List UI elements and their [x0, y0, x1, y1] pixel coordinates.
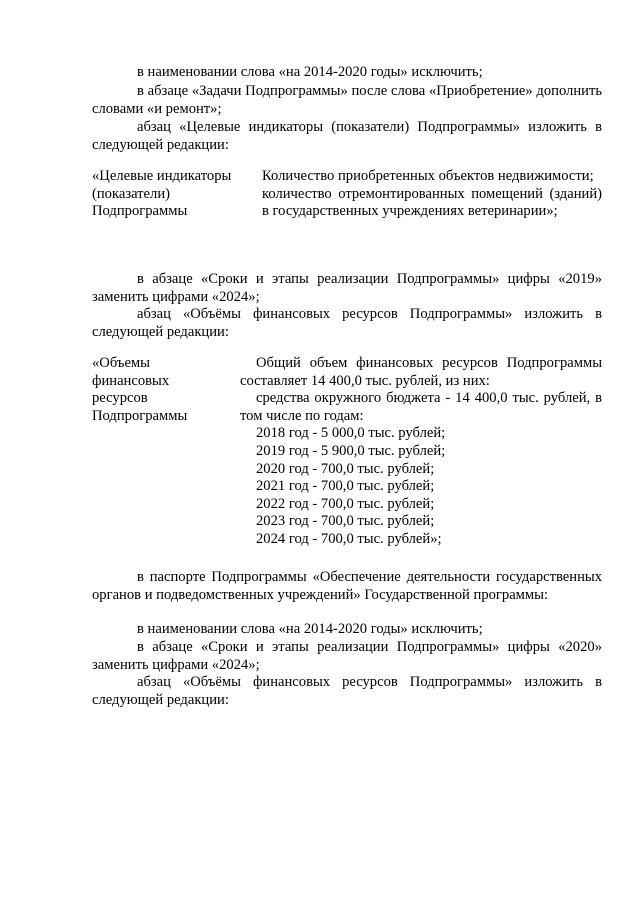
indicators-value-1: Количество приобретенных объектов недвижимости;	[262, 168, 594, 184]
finance-year-row: 2019 год - 5 900,0 тыс. рублей;	[256, 442, 446, 459]
finance-label-line: финансовых	[92, 372, 170, 389]
finance-year-row: 2023 год - 700,0 тыс. рублей;	[256, 513, 435, 530]
paragraph-terms-amendment-2: в абзаце «Сроки и этапы реализации Подпрограммы» цифры «2020» заменить цифрами «2024»;	[92, 639, 602, 673]
finance-label-line: Подпрограммы	[92, 407, 188, 424]
paragraph-tasks-amendment: в абзаце «Задачи Подпрограммы» после слова «Приобретение» дополнить словами «и ремонт»;	[92, 83, 602, 117]
paragraph-finance-intro: абзац «Объёмы финансовых ресурсов Подпрограммы» изложить в следующей редакции:	[92, 306, 602, 340]
finance-district-budget: средства окружного бюджета - 14 400,0 тыс. рублей, в том числе по годам:	[240, 390, 602, 424]
indicators-label	[92, 168, 242, 221]
paragraph-passport-subprogram: в паспорте Подпрограммы «Обеспечение деятельности государственных органов и подведомственных учреждений» Государственной программы:	[92, 569, 602, 603]
finance-value	[240, 355, 602, 549]
paragraph-indicators-intro: абзац «Целевые индикаторы (показатели) Подпрограммы» изложить в следующей редакции:	[92, 119, 602, 153]
indicators-label-line: (показатели)	[92, 185, 170, 202]
finance-year-row: 2022 год - 700,0 тыс. рублей;	[256, 495, 435, 512]
finance-year-row: 2018 год - 5 000,0 тыс. рублей;	[256, 425, 446, 442]
indicators-label-line: «Целевые индикаторы	[92, 168, 232, 184]
paragraph-terms-amendment: в абзаце «Сроки и этапы реализации Подпрограммы» цифры «2019» заменить цифрами «2024»;	[92, 271, 602, 305]
finance-year-row: 2024 год - 700,0 тыс. рублей»;	[256, 530, 442, 547]
paragraph-remove-years: в наименовании слова «на 2014-2020 годы» исключить;	[137, 64, 483, 80]
paragraph-finance-intro-2: абзац «Объёмы финансовых ресурсов Подпрограммы» изложить в следующей редакции:	[92, 674, 602, 708]
finance-label-line: ресурсов	[92, 390, 148, 407]
finance-label	[92, 355, 242, 425]
finance-total: Общий объем финансовых ресурсов Подпрограммы составляет 14 400,0 тыс. рублей, из них:	[240, 355, 602, 389]
indicators-label-line: Подпрограммы	[92, 203, 188, 220]
indicators-value	[262, 168, 602, 221]
finance-year-row: 2021 год - 700,0 тыс. рублей;	[256, 478, 435, 495]
finance-year-row: 2020 год - 700,0 тыс. рублей;	[256, 460, 435, 477]
paragraph-remove-years-2: в наименовании слова «на 2014-2020 годы» исключить;	[137, 621, 483, 637]
indicators-value-2: количество отремонтированных помещений (зданий) в государственных учреждениях ветеринарии»;	[262, 185, 602, 220]
finance-label-line: «Объемы	[92, 355, 150, 371]
